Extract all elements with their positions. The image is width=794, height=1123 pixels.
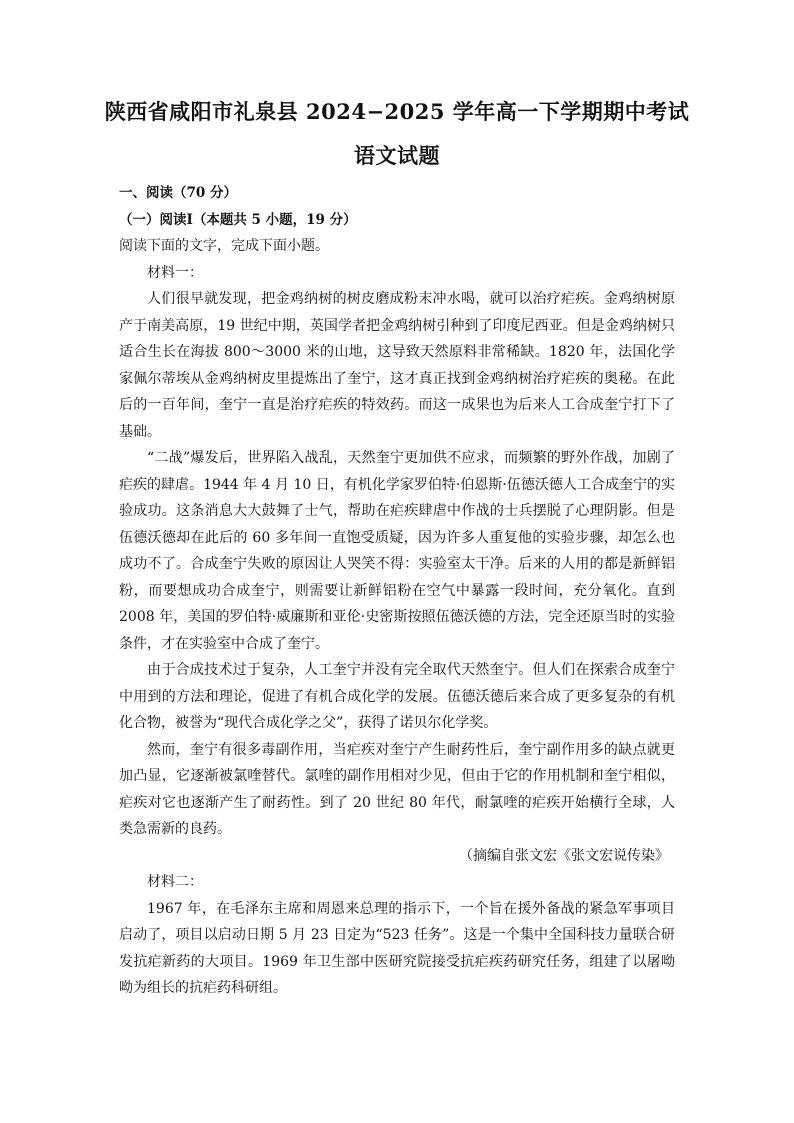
subsection-heading: （一）阅读Ⅰ（本题共 5 小题，19 分） (119, 211, 357, 228)
exam-content (119, 180, 675, 1002)
exam-title: 陕西省咸阳市礼泉县 2024−2025 学年高一下学期期中考试 (104, 99, 690, 124)
material-one-paragraph: 由于合成技术过于复杂，人工奎宁并没有完全取代天然奎宁。但人们在探索合成奎宁中用到的方法和理论，促进了有机合成化学的发展。伍德沃德后来合成了更多复杂的有机化合物，被誉为“现代合成化学之父”，获得了诺贝尔化学奖。 (119, 662, 675, 731)
material-one-source: （摘编自张文宏《张文宏说传染》 (459, 847, 669, 864)
instruction-text: 阅读下面的文字，完成下面小题。 (119, 238, 329, 254)
material-one-paragraph: 人们很早就发现，把金鸡纳树的树皮磨成粉末冲水喝，就可以治疗疟疾。金鸡纳树原产于南美高原，19 世纪中期，英国学者把金鸡纳树引种到了印度尼西亚。但是金鸡纳树只适合生长在海拔 800～3000 米的山地，这导致天然原料非常稀缺。1820 年，法国化学家佩尔蒂埃从金鸡纳树皮里提炼出了奎宁，这才真正找到金鸡纳树治疗疟疾的奥秘。在此后的一百年间，奎宁一直是治疗疟疾的特效药。而这一成果也为后来人工合成奎宁打下了基础。 (119, 291, 675, 440)
material-two-label: 材料二： (147, 874, 203, 890)
material-one-label: 材料一： (147, 264, 203, 281)
exam-subject-title: 语文试题 (354, 143, 440, 168)
section-heading: 一、阅读（70 分） (119, 185, 237, 201)
material-two-paragraph: 1967 年，在毛泽东主席和周恩来总理的指示下，一个旨在援外备战的紧急军事项目启动了，项目以启动日期 5 月 23 日定为“523 任务”。这是一个集中全国科技力量联合研发抗疟新药的大项目。1969 年卫生部中医研究院接受抗疟疾药研究任务，组建了以屠呦呦为组长的抗疟药科研组。 (119, 900, 675, 996)
material-one-paragraph: “二战”爆发后，世界陷入战乱，天然奎宁更加供不应求，而频繁的野外作战，加剧了疟疾的肆虐。1944 年 4 月 10 日，有机化学家罗伯特·伯恩斯·伍德沃德人工合成奎宁的实验成功。这条消息大大鼓舞了士气，帮助在疟疾肆虐中作战的士兵摆脱了心理阴影。但是伍德沃德却在此后的 60 多年间一直饱受质疑，因为许多人重复他的实验步骤，却怎么也成功不了。合成奎宁失败的原因让人哭笑不得：实验室太干净。后来的人用的都是新鲜铝粉，而要想成功合成奎宁，则需要让新鲜铝粉在空气中暴露一段时间，充分氧化。直到 2008 年，美国的罗伯特·威廉斯和亚伦·史密斯按照伍德沃德的方法，完全还原当时的实验条件，才在实验室中合成了奎宁。 (119, 450, 675, 652)
material-one-paragraph: 然而，奎宁有很多毒副作用，当疟疾对奎宁产生耐药性后，奎宁副作用多的缺点就更加凸显，它逐渐被氯喹替代。氯喹的副作用相对少见，但由于它的作用机制和奎宁相似，疟疾对它也逐渐产生了耐药性。到了 20 世纪 80 年代，耐氯喹的疟疾开始横行全球，人类急需新的良药。 (119, 741, 675, 837)
